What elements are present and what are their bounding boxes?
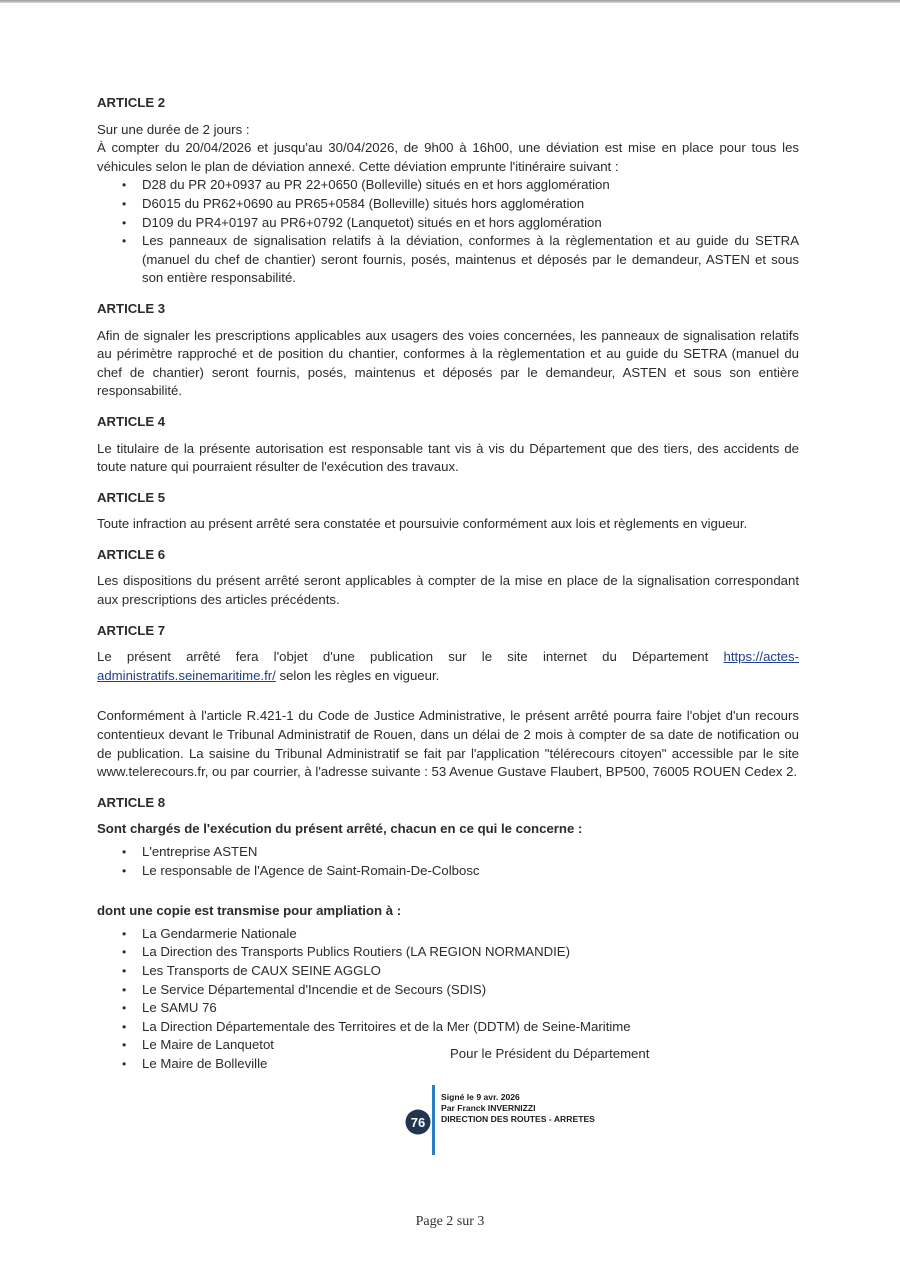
department-76-logo-icon — [405, 1109, 431, 1135]
article-3-text: Afin de signaler les prescriptions applicables aux usagers des voies concernées, les panneaux de signalisation relatifs au périmètre rapproché et de position du chantier, conformes à la règlementation et au guide du SETRA (manuel du chef de chantier) seront fournis, posés, maintenus et déposés par le demandeur, ASTEN et sous son entière responsabilité. — [97, 327, 799, 399]
article-6-heading: ARTICLE 6 — [97, 546, 166, 562]
article-4-heading: ARTICLE 4 — [97, 413, 166, 429]
signature-text — [441, 1092, 595, 1125]
article-8-charges-list — [97, 843, 799, 880]
article-7-text-before: Le présent arrêté fera l'objet d'une publication sur le site internet du Département — [97, 649, 724, 665]
list-item: • L'entreprise ASTEN — [97, 843, 799, 862]
article-2-list — [97, 176, 799, 288]
scan-top-edge — [0, 0, 900, 3]
list-item: • La Direction Départementale des Territoires et de la Mer (DDTM) de Seine-Maritime — [97, 1018, 799, 1037]
list-item: • Le responsable de l'Agence de Saint-Romain-De-Colbosc — [97, 862, 799, 881]
article-2-duration: Sur une durée de 2 jours : — [97, 121, 250, 137]
list-item: • Le Maire de Lanquetot — [97, 1036, 799, 1055]
article-2-intro: À compter du 20/04/2026 et jusqu'au 30/04/2026, de 9h00 à 16h00, une déviation est mise en place pour tous les véhicules selon le plan de déviation annexé. Cette déviation emprunte l'itinéraire suivant : — [97, 140, 799, 174]
list-item: • Les Transports de CAUX SEINE AGGLO — [97, 962, 799, 981]
article-5-text: Toute infraction au présent arrêté sera constatée et poursuivie conformément aux lois et règlements en vigueur. — [97, 516, 748, 532]
article-4-text: Le titulaire de la présente autorisation est responsable tant vis à vis du Département que des tiers, des accidents de toute nature qui pourraient résulter de l'exécution des travaux. — [97, 440, 799, 475]
article-6-text: Les dispositions du présent arrêté seront applicables à compter de la mise en place de la signalisation correspondant aux prescriptions des articles précédents. — [97, 573, 799, 608]
list-item: • La Direction des Transports Publics Routiers (LA REGION NORMANDIE) — [97, 943, 799, 962]
electronic-signature — [405, 1085, 665, 1155]
signature-direction: DIRECTION DES ROUTES - ARRETES — [441, 1114, 595, 1124]
article-8-charges-lead: Sont chargés de l'exécution du présent arrêté, chacun en ce qui le concerne : — [97, 821, 583, 837]
list-item: • La Gendarmerie Nationale — [97, 925, 799, 944]
list-item: • Le SAMU 76 — [97, 999, 799, 1018]
article-7-text-after: selon les règles en vigueur. — [275, 667, 440, 683]
signature-bar — [432, 1085, 435, 1155]
closing-formula: Pour le Président du Département — [450, 1046, 650, 1061]
article-5-heading: ARTICLE 5 — [97, 489, 166, 505]
list-item: • Les panneaux de signalisation relatifs à la déviation, conformes à la règlementation et au guide du SETRA (manuel du chef de chantier) seront fournis, posés, maintenus et déposés par le demandeur, ASTEN et sous son entière responsabilité. — [97, 232, 799, 288]
signature-date: Signé le 9 avr. 2026 — [441, 1092, 520, 1102]
article-7-publication — [97, 648, 799, 685]
list-item: • D6015 du PR62+0690 au PR65+0584 (Bolleville) situés hors agglomération — [97, 195, 799, 214]
spacer — [97, 892, 799, 902]
article-3-heading: ARTICLE 3 — [97, 300, 166, 316]
document-body — [97, 94, 799, 1086]
article-7-heading: ARTICLE 7 — [97, 622, 166, 638]
logo-text: 76 — [410, 1115, 426, 1130]
signature-signer: Par Franck INVERNIZZI — [441, 1103, 536, 1113]
spacer — [97, 697, 799, 707]
article-8-copies-list — [97, 925, 799, 1074]
article-8-copies-lead: dont une copie est transmise pour ampliation à : — [97, 903, 402, 919]
list-item: • Le Maire de Bolleville — [97, 1055, 799, 1074]
article-7-recours: Conformément à l'article R.421-1 du Code de Justice Administrative, le présent arrêté pourra faire l'objet d'un recours contentieux devant le Tribunal Administratif de Rouen, dans un délai de 2 mois à compter de sa date de notification ou de publication. La saisine du Tribunal Administratif se fait par l'application "télérecours citoyen" accessible par le site www.telerecours.fr, ou par courrier, à l'adresse suivante : 53 Avenue Gustave Flaubert, BP500, 76005 ROUEN Cedex 2. — [97, 708, 799, 780]
article-2-heading: ARTICLE 2 — [97, 95, 166, 110]
list-item: • D28 du PR 20+0937 au PR 22+0650 (Bolleville) situés en et hors agglomération — [97, 176, 799, 195]
list-item: • Le Service Départemental d'Incendie et de Secours (SDIS) — [97, 981, 799, 1000]
list-item: • D109 du PR4+0197 au PR6+0792 (Lanquetot) situés en et hors agglomération — [97, 214, 799, 233]
actes-administratifs-link[interactable]: https://actes-administratifs.seinemaritime.fr/ — [97, 649, 799, 683]
article-8-heading: ARTICLE 8 — [97, 794, 166, 810]
page-number: Page 2 sur 3 — [415, 1214, 485, 1229]
